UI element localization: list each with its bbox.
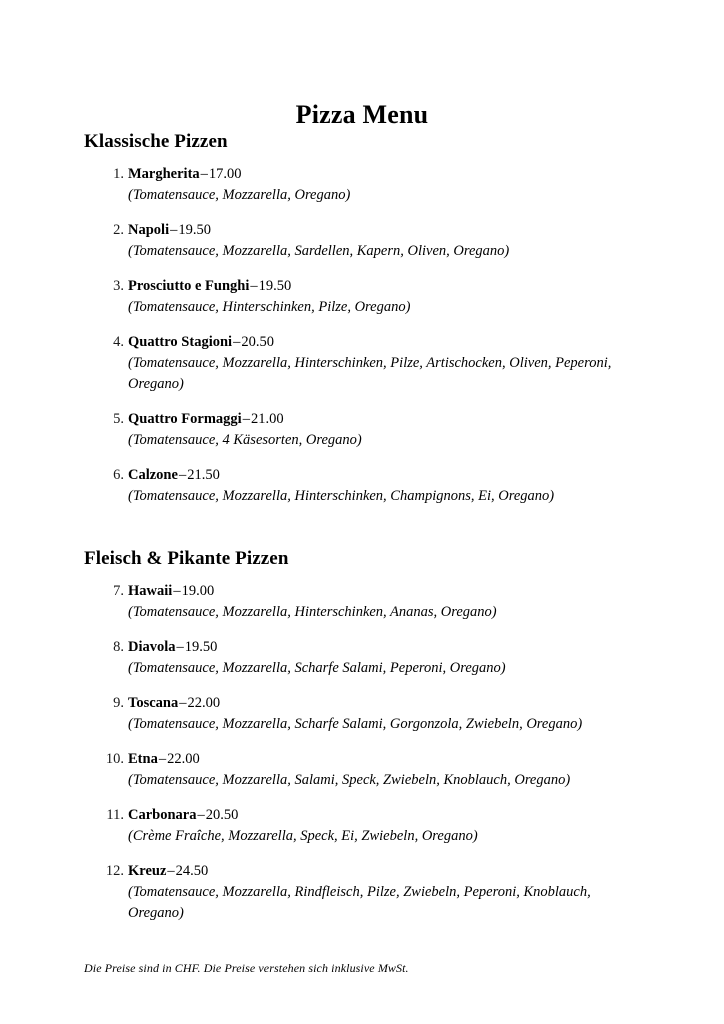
menu-item bbox=[84, 637, 640, 679]
menu-item-name: Diavola bbox=[128, 638, 176, 655]
menu-item-name: Kreuz bbox=[128, 862, 167, 879]
menu-item-separator: – bbox=[179, 694, 187, 711]
menu-item-price: 19.50 bbox=[258, 277, 292, 294]
menu-item-separator: – bbox=[250, 277, 258, 294]
menu-item-heading bbox=[128, 581, 640, 602]
menu-item-description: (Tomatensauce, Mozzarella, Hinterschinken, Ananas, Oregano) bbox=[128, 603, 497, 620]
menu-item-list bbox=[84, 581, 640, 924]
menu-item bbox=[84, 276, 640, 318]
menu-item-price: 20.50 bbox=[205, 806, 239, 823]
menu-item-heading bbox=[128, 220, 640, 241]
menu-item bbox=[84, 465, 640, 507]
menu-item-heading bbox=[128, 276, 640, 297]
menu-item-heading bbox=[128, 861, 640, 882]
menu-item bbox=[84, 332, 640, 395]
menu-item-name: Hawaii bbox=[128, 582, 173, 599]
menu-item bbox=[84, 693, 640, 735]
menu-item-name: Margherita bbox=[128, 165, 200, 182]
menu-section-klassische-pizzen bbox=[84, 130, 640, 507]
menu-item-price: 19.00 bbox=[181, 582, 215, 599]
menu-item-separator: – bbox=[176, 638, 184, 655]
menu-item bbox=[84, 805, 640, 847]
menu-item bbox=[84, 581, 640, 623]
menu-item-name: Quattro Stagioni bbox=[128, 333, 233, 350]
menu-item-heading bbox=[128, 465, 640, 486]
menu-item-number: 1. bbox=[113, 165, 124, 182]
menu-item-heading bbox=[128, 332, 640, 353]
menu-item-price: 21.50 bbox=[187, 466, 220, 483]
menu-item-description: (Crème Fraîche, Mozzarella, Speck, Ei, Zwiebeln, Oregano) bbox=[128, 827, 478, 844]
menu-item bbox=[84, 409, 640, 451]
menu-item-name: Napoli bbox=[128, 221, 170, 238]
menu-item-separator: – bbox=[170, 221, 178, 238]
menu-item-heading bbox=[128, 164, 640, 185]
menu-item-price: 19.50 bbox=[184, 638, 218, 655]
menu-item-separator: – bbox=[233, 333, 241, 350]
menu-item-description: (Tomatensauce, Mozzarella, Hinterschinken, Champignons, Ei, Oregano) bbox=[128, 487, 555, 504]
menu-item-description: (Tomatensauce, Mozzarella, Salami, Speck, Zwiebeln, Knoblauch, Oregano) bbox=[128, 771, 571, 788]
page-title: Pizza Menu bbox=[295, 100, 429, 130]
menu-item-list bbox=[84, 164, 640, 507]
menu-item-price: 21.00 bbox=[250, 410, 284, 427]
menu-item-separator: – bbox=[158, 750, 167, 767]
menu-item-heading bbox=[128, 409, 640, 430]
menu-item-separator: – bbox=[167, 862, 175, 879]
menu-item-number: 6. bbox=[113, 466, 124, 483]
menu-item-description: (Tomatensauce, Hinterschinken, Pilze, Oregano) bbox=[128, 298, 411, 315]
menu-item-name: Prosciutto e Funghi bbox=[128, 277, 250, 294]
menu-item-description: (Tomatensauce, 4 Käsesorten, Oregano) bbox=[128, 431, 362, 448]
menu-item-separator: – bbox=[197, 806, 205, 823]
menu-item-number: 5. bbox=[113, 410, 124, 427]
menu-item-number: 8. bbox=[113, 638, 124, 655]
menu-item-separator: – bbox=[200, 165, 208, 182]
menu-item bbox=[84, 220, 640, 262]
menu-item-price: 17.00 bbox=[208, 165, 242, 182]
menu-item-price: 20.50 bbox=[241, 333, 274, 350]
menu-item-price: 19.50 bbox=[178, 221, 211, 238]
menu-item-number: 9. bbox=[113, 694, 124, 711]
menu-item-description: (Tomatensauce, Mozzarella, Scharfe Salami, Gorgonzola, Zwiebeln, Oregano) bbox=[128, 715, 583, 732]
menu-item-separator: – bbox=[178, 466, 187, 483]
menu-item-number: 12. bbox=[105, 862, 124, 879]
menu-item-heading bbox=[128, 637, 640, 658]
menu-item-number: 2. bbox=[113, 221, 124, 238]
menu-item-price: 22.00 bbox=[167, 750, 200, 767]
menu-item-description: (Tomatensauce, Mozzarella, Hinterschinken, Pilze, Artischocken, Oliven, Peperoni, Oregano) bbox=[128, 354, 612, 392]
menu-item-description: (Tomatensauce, Mozzarella, Scharfe Salami, Peperoni, Oregano) bbox=[128, 659, 506, 676]
menu-item-heading bbox=[128, 693, 640, 714]
menu-item-price: 24.50 bbox=[175, 862, 209, 879]
menu-item bbox=[84, 861, 640, 924]
menu-item-separator: – bbox=[173, 582, 181, 599]
menu-item-name: Etna bbox=[128, 750, 158, 767]
menu-item-number: 3. bbox=[113, 277, 124, 294]
menu-item bbox=[84, 749, 640, 791]
price-disclaimer: Die Preise sind in CHF. Die Preise verstehen sich inklusive MwSt. bbox=[84, 961, 409, 975]
menu-item-name: Toscana bbox=[128, 694, 179, 711]
menu-item-heading bbox=[128, 749, 640, 770]
menu-item-number: 11. bbox=[106, 806, 124, 823]
menu-item-separator: – bbox=[242, 410, 250, 427]
menu-item-name: Carbonara bbox=[128, 806, 197, 823]
menu-item-description: (Tomatensauce, Mozzarella, Sardellen, Kapern, Oliven, Oregano) bbox=[128, 242, 510, 259]
menu-content bbox=[84, 130, 640, 924]
menu-section-fleisch-pikante-pizzen bbox=[84, 547, 640, 924]
menu-item bbox=[84, 164, 640, 206]
menu-item-number: 7. bbox=[113, 582, 124, 599]
menu-item-description: (Tomatensauce, Mozzarella, Oregano) bbox=[128, 186, 351, 203]
section-heading: Fleisch & Pikante Pizzen bbox=[84, 547, 289, 569]
section-heading: Klassische Pizzen bbox=[84, 131, 228, 152]
menu-item-heading bbox=[128, 805, 640, 826]
menu-item-price: 22.00 bbox=[187, 694, 221, 711]
menu-item-name: Calzone bbox=[128, 466, 178, 483]
menu-item-name: Quattro Formaggi bbox=[128, 410, 242, 427]
menu-item-number: 4. bbox=[113, 333, 124, 350]
menu-item-number: 10. bbox=[105, 750, 124, 767]
menu-item-description: (Tomatensauce, Mozzarella, Rindfleisch, Pilze, Zwiebeln, Peperoni, Knoblauch, Oregano) bbox=[128, 883, 591, 921]
